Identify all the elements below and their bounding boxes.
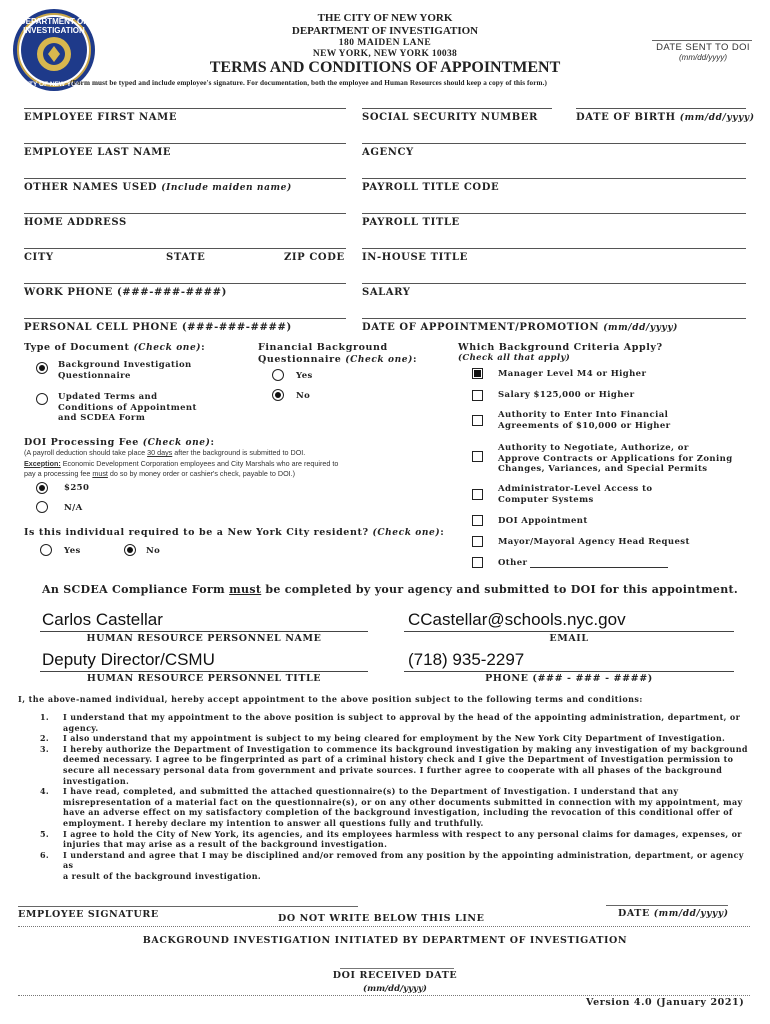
date-sent-label: DATE SENT TO DOI	[656, 42, 750, 53]
form-title: TERMS AND CONDITIONS OF APPOINTMENT	[209, 59, 561, 76]
term-item: 3. I hereby authorize the Department of Investigation to commence its background investigation by making any investigation of my background deemed necessary. I agree to be fingerprinted as part of a criminal history check and I give the Department of Investigation permission to secure all necessary personal data from government and private sources. I further agree to cooperate with all phases of the background investigation.	[40, 743, 748, 786]
hr-title-label: HUMAN RESOURCE PERSONNEL TITLE	[86, 673, 322, 684]
fin-yes-label: Yes	[296, 371, 313, 381]
doi-received-label: DOI RECEIVED DATE	[332, 970, 458, 981]
criteria-contracts-label: Authority to Negotiate, Authorize, or Approve Contracts or Applications for Zoning Changes, Variances, and Special Permits	[498, 443, 733, 474]
fin-no-label: No	[296, 391, 311, 401]
home-address-label: HOME ADDRESS	[24, 217, 127, 228]
criteria-financial-checkbox[interactable]	[472, 415, 483, 426]
first-name-label: EMPLOYEE FIRST NAME	[24, 112, 178, 123]
payroll-code-label: PAYROLL TITLE CODE	[362, 182, 500, 193]
terms-list	[22, 712, 752, 882]
fin-questionnaire-no-radio[interactable]	[272, 389, 284, 401]
ssn-label: SOCIAL SECURITY NUMBER	[362, 112, 538, 123]
version-label: Version 4.0 (January 2021)	[586, 997, 745, 1008]
cell-phone-label: PERSONAL CELL PHONE (###-###-####)	[24, 322, 292, 333]
zip-label: ZIP CODE	[284, 252, 345, 263]
scdea-notice: An SCDEA Compliance Form must be completed by your agency and submitted to DOI for this appointment.	[42, 583, 739, 596]
doc-type-label: Type of Document (Check one):	[24, 342, 206, 353]
criteria-mayoral-label: Mayor/Mayoral Agency Head Request	[498, 537, 690, 547]
svg-text:CITY OF NEW YORK: CITY OF NEW YORK	[22, 81, 86, 88]
criteria-other-label: Other	[498, 558, 528, 568]
department-title: DEPARTMENT OF INVESTIGATION	[291, 25, 479, 37]
hr-name-value[interactable]: Carlos Castellar	[42, 610, 163, 629]
fin-questionnaire-yes-radio[interactable]	[272, 369, 284, 381]
criteria-manager-label: Manager Level M4 or Higher	[498, 369, 647, 379]
criteria-admin-access-label: Administrator-Level Access to Computer Systems	[498, 484, 653, 505]
fee-label: DOI Processing Fee (Check one):	[24, 437, 215, 448]
term-item: 2. I also understand that my appointment is subject to my being cleared for employment by the New York City Department of Investigation.	[40, 733, 726, 744]
hr-email-value[interactable]: CCastellar@schools.nyc.gov	[408, 610, 626, 629]
criteria-contracts-checkbox[interactable]	[472, 451, 483, 462]
resident-yes-label: Yes	[64, 546, 81, 556]
fee-250-label: $250	[64, 483, 90, 493]
work-phone-label: WORK PHONE (###-###-####)	[24, 287, 227, 298]
doi-received-format: (mm/dd/yyyy)	[363, 984, 427, 994]
inhouse-title-label: IN-HOUSE TITLE	[362, 252, 468, 263]
fin-questionnaire-label: Financial Background Questionnaire (Check one):	[258, 342, 418, 365]
criteria-salary-label: Salary $125,000 or Higher	[498, 390, 635, 400]
resident-question: Is this individual required to be a New York City resident? (Check one):	[24, 527, 445, 538]
address-line-2: NEW YORK, NEW YORK 10038	[312, 49, 458, 59]
salary-label: SALARY	[362, 287, 411, 298]
criteria-financial-label: Authority to Enter Into Financial Agreements of $10,000 or Higher	[498, 410, 671, 431]
appointment-date-label: DATE OF APPOINTMENT/PROMOTION (mm/dd/yyyy)	[362, 322, 679, 333]
svg-text:INVESTIGATION: INVESTIGATION	[23, 26, 85, 35]
other-names-label: OTHER NAMES USED (Include maiden name)	[24, 182, 292, 193]
terms-intro: I, the above-named individual, hereby accept appointment to the above position subject to the following terms and conditions:	[18, 694, 643, 704]
term-item: 6. I understand and agree that I may be disciplined and/or removed from any position by the appointing administration, department, or agency as a result of the background investigation.	[40, 849, 744, 881]
criteria-mayoral-checkbox[interactable]	[472, 536, 483, 547]
doc-type-option-2: Updated Terms and Conditions of Appointment and SCDEA Form	[58, 392, 197, 423]
hr-name-label: HUMAN RESOURCE PERSONNEL NAME	[86, 633, 322, 644]
hr-phone-label: PHONE (### - ### - ####)	[485, 673, 653, 684]
term-item: 5. I agree to hold the City of New York, its agencies, and its employees harmless with respect to any personal claims for damages, expenses, or injuries that may arise as a result of the background investigation.	[40, 828, 742, 850]
do-not-write-label: DO NOT WRITE BELOW THIS LINE	[278, 913, 485, 924]
criteria-salary-checkbox[interactable]	[472, 390, 483, 401]
city-title: THE CITY OF NEW YORK	[317, 12, 453, 24]
term-item: 4. I have read, completed, and submitted the attached questionnaire(s) to the Department of Investigation. I understand that any misrepresentation of a material fact on the questionnaire(s), or on any other documents submitted in connection with my appointment, may have an adverse effect on my satisfactory completion of the background investigation, including the revocation of this conditional offer of employment. I hereby declare my intention to answer all questions fully and truthfully.	[40, 786, 743, 828]
resident-no-radio[interactable]	[124, 544, 136, 556]
hr-email-label: EMAIL	[549, 633, 589, 644]
date-sent-format: (mm/dd/yyyy)	[679, 53, 727, 62]
doc-type-option-1: Background Investigation Questionnaire	[58, 360, 192, 381]
state-label: STATE	[166, 252, 206, 263]
form-instructions: (Form must be typed and include employee's signature. For documentation, both the employee and Human Resources should keep a copy of this form.)	[70, 79, 548, 87]
last-name-label: EMPLOYEE LAST NAME	[24, 147, 172, 158]
divider-line	[18, 926, 750, 927]
fee-note: (A payroll deduction should take place 30 days after the background is submitted to DOI. Exception: Economic Development Corporation employees and City Marshals who are required to pay a processing fee must do so by money order or cashier's check, payable to DOI.)	[24, 448, 339, 478]
doc-type-updated-terms-radio[interactable]	[36, 393, 48, 405]
term-item: 1. I understand that my appointment to the above position is subject to approval by the head of the appointing administration, department, or agency.	[40, 712, 741, 733]
agency-label: AGENCY	[362, 147, 414, 158]
doc-type-bi-questionnaire-radio[interactable]	[36, 362, 48, 374]
fee-250-radio[interactable]	[36, 482, 48, 494]
criteria-manager-checkbox[interactable]	[472, 368, 483, 379]
fee-na-radio[interactable]	[36, 501, 48, 513]
resident-yes-radio[interactable]	[40, 544, 52, 556]
signature-date-label: DATE (mm/dd/yyyy)	[618, 908, 729, 919]
employee-signature-label: EMPLOYEE SIGNATURE	[18, 909, 159, 920]
fee-na-label: N/A	[64, 503, 83, 513]
city-label: CITY	[24, 252, 54, 263]
criteria-doi-appointment-checkbox[interactable]	[472, 515, 483, 526]
hr-phone-value[interactable]: (718) 935-2297	[408, 650, 525, 669]
criteria-other-checkbox[interactable]	[472, 557, 483, 568]
svg-text:DEPARTMENT OF: DEPARTMENT OF	[19, 17, 89, 26]
initiated-label: BACKGROUND INVESTIGATION INITIATED BY DEPARTMENT OF INVESTIGATION	[142, 935, 628, 946]
address-line-1: 180 MAIDEN LANE	[338, 38, 432, 48]
payroll-title-label: PAYROLL TITLE	[362, 217, 460, 228]
resident-no-label: No	[146, 546, 161, 556]
criteria-hint: (Check all that apply)	[458, 353, 571, 363]
criteria-admin-access-checkbox[interactable]	[472, 489, 483, 500]
bottom-divider	[18, 995, 750, 996]
dob-label: DATE OF BIRTH (mm/dd/yyyy)	[576, 112, 755, 123]
hr-title-value[interactable]: Deputy Director/CSMU	[42, 650, 215, 669]
criteria-label: Which Background Criteria Apply?	[458, 342, 663, 353]
criteria-doi-appointment-label: DOI Appointment	[498, 516, 588, 526]
